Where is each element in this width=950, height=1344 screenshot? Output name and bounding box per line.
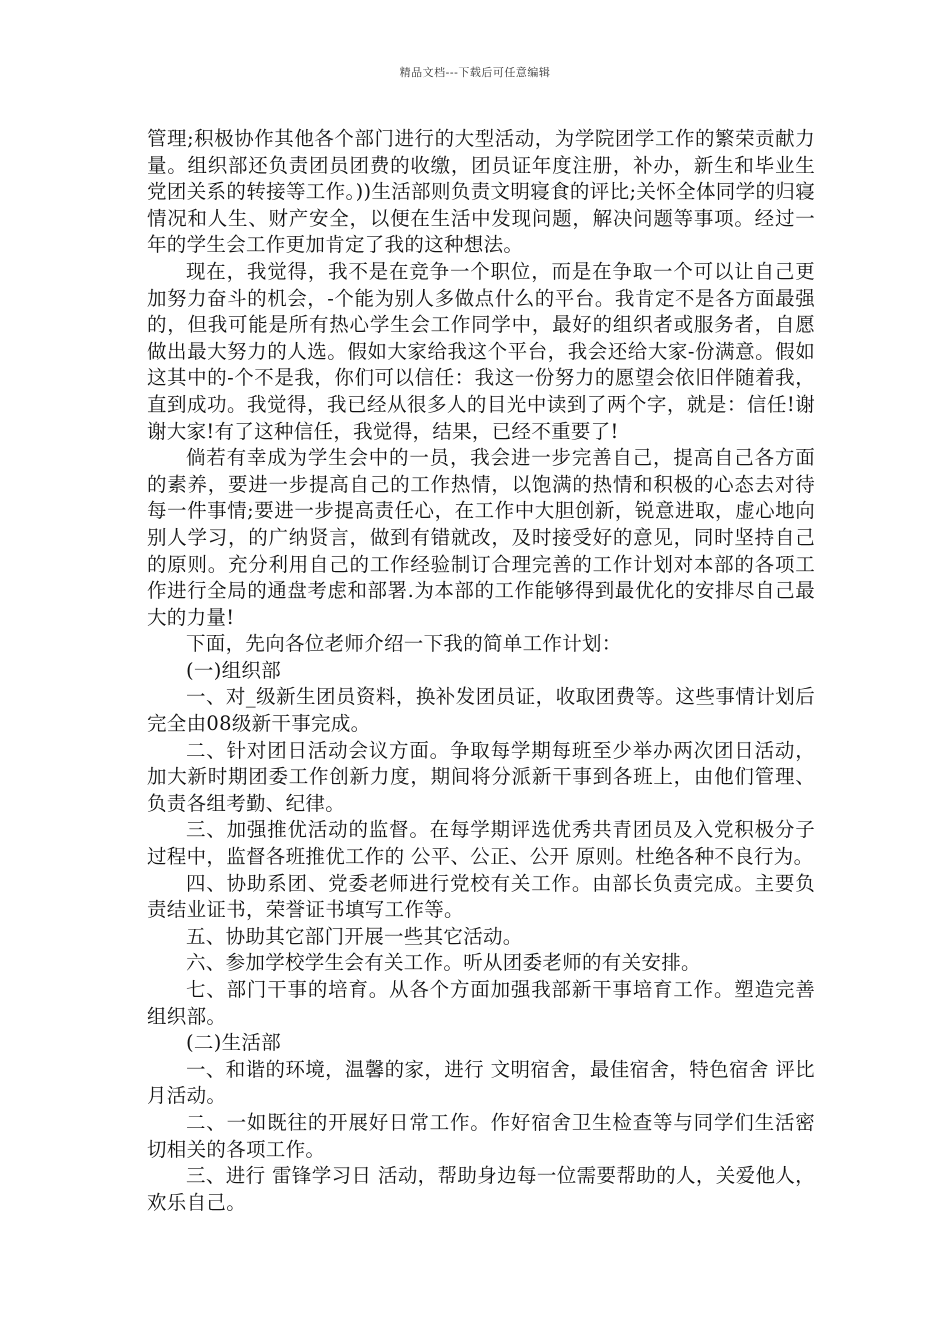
list-item-org-2: 二、针对团日活动会议方面。争取每学期每班至少举办两次团日活动，加大新时期团委工作创新力度，期间将分派新干事到各班上，由他们管理、负责各组考勤、纪律。 (147, 738, 815, 815)
paragraph-2: 现在，我觉得，我不是在竞争一个职位，而是在争取一个可以让自己更加努力奋斗的机会，-个能为别人多做点什么的平台。我肯定不是各方面最强的，但我可能是所有热心学生会工作同学中，最好的组织者或服务者，自愿做出最大努力的人选。假如大家给我这个平台，我会还给大家-份满意。假如这其中的-个不是我，你们可以信任：我这一份努力的愿望会依旧伴随着我，直到成功。我觉得，我已经从很多人的目光中读到了两个字，就是：信任!谢谢大家!有了这种信任，我觉得，结果，已经不重要了! (147, 259, 815, 443)
paragraph-3: 倘若有幸成为学生会中的一员，我会进一步完善自己，提高自己各方面的素养，要进一步提高自己的工作热情，以饱满的热情和积极的心态去对待每一件事情;要进一步提高责任心，在工作中大胆创新，锐意进取，虚心地向别人学习，的广纳贤言，做到有错就改，及时接受好的意见，同时坚持自己的原则。充分利用自己的工作经验制订合理完善的工作计划对本部的各项工作进行全局的通盘考虑和部署.为本部的工作能够得到最优化的安排尽自己最大的力量! (147, 446, 815, 629)
list-item-org-5: 五、协助其它部门开展一些其它活动。 (186, 924, 523, 948)
section-heading-life: (二)生活部 (186, 1031, 282, 1055)
list-item-org-3: 三、加强推优活动的监督。在每学期评选优秀共青团员及入党积极分子过程中，监督各班推优工作的 公平、公正、公开 原则。杜绝各种不良行为。 (147, 818, 815, 869)
list-item-org-1: 一、对_级新生团员资料，换补发团员证，收取团费等。这些事情计划后完全由08级新干事完成。 (147, 685, 815, 736)
page-header: 精品文档---下载后可任意编辑 (399, 66, 551, 79)
list-item-life-3: 三、进行 雷锋学习日 活动，帮助身边每一位需要帮助的人，关爱他人，欢乐自己。 (147, 1164, 815, 1214)
section-heading-organization: (一)组织部 (186, 658, 282, 682)
list-item-life-2: 二、一如既往的开展好日常工作。作好宿舍卫生检查等与同学们生活密切相关的各项工作。 (147, 1110, 815, 1161)
document-body (147, 126, 815, 1216)
list-item-org-4: 四、协助系团、党委老师进行党校有关工作。由部长负责完成。主要负责结业证书，荣誉证书填写工作等。 (147, 871, 815, 922)
list-item-org-7: 七、部门干事的培育。从各个方面加强我部新干事培育工作。塑造完善组织部。 (147, 978, 815, 1028)
list-item-life-1: 一、和谐的环境，温馨的家，进行 文明宿舍，最佳宿舍，特色宿舍 评比月活动。 (147, 1057, 815, 1108)
list-item-org-6: 六、参加学校学生会有关工作。听从团委老师的有关安排。 (186, 951, 701, 975)
paragraph-4: 下面，先向各位老师介绍一下我的简单工作计划： (186, 632, 622, 656)
paragraph-1: 管理;积极协作其他各个部门进行的大型活动，为学院团学工作的繁荣贡献力量。组织部还负责团员团费的收缴，团员证年度注册，补办，新生和毕业生党团关系的转接等工作。))生活部则负责文明寝食的评比;关怀全体同学的归寝情况和人生、财产安全，以便在生活中发现问题，解决问题等事项。经过一年的学生会工作更加肯定了我的这种想法。 (147, 127, 815, 257)
